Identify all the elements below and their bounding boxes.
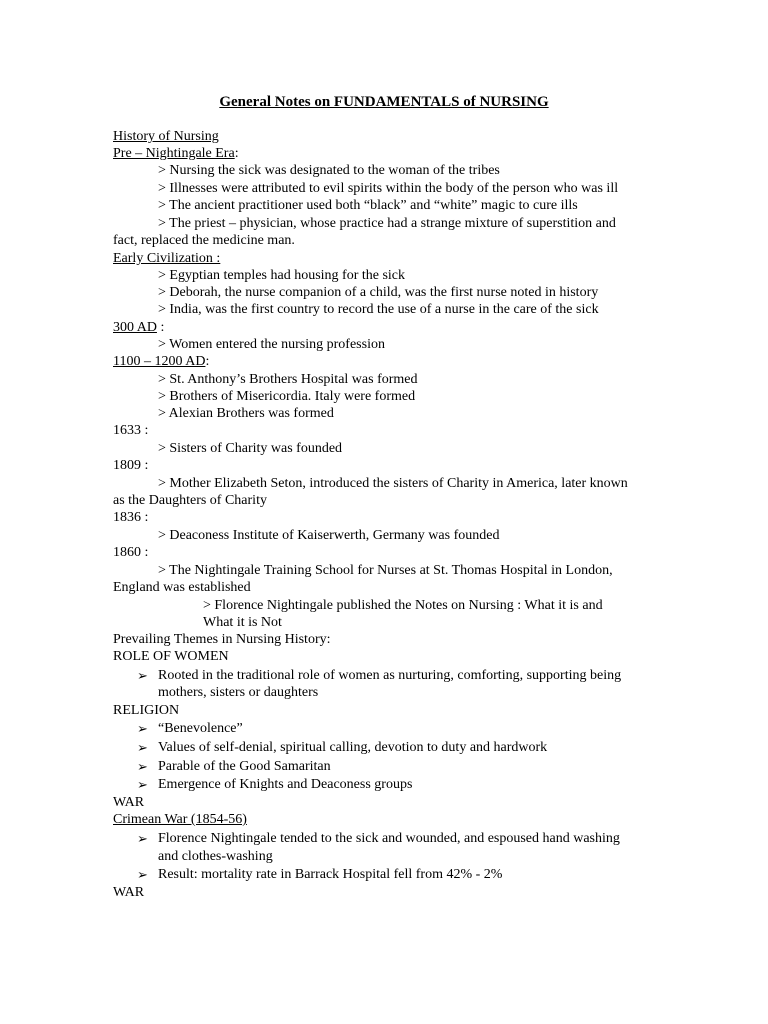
list-item: > St. Anthony’s Brothers Hospital was formed — [158, 372, 418, 387]
bullet-item: “Benevolence” — [158, 721, 243, 736]
arrow-bullet-icon: ➢ — [137, 831, 148, 846]
section-heading-300-ad — [113, 319, 164, 336]
section-heading-religion: RELIGION — [113, 703, 180, 718]
1100-ad-label: 1100 – 1200 AD — [113, 354, 206, 369]
pre-nightingale-label: Pre – Nightingale Era — [113, 146, 235, 161]
page-title: General Notes on FUNDAMENTALS of NURSING — [219, 94, 549, 110]
sub-list-item: > Florence Nightingale published the Notes on Nursing : What it is and — [203, 598, 603, 613]
section-heading-role-of-women: ROLE OF WOMEN — [113, 649, 229, 664]
list-item-continuation: as the Daughters of Charity — [113, 493, 267, 508]
pre-nightingale-suffix: : — [234, 146, 239, 161]
section-heading-history: History of Nursing — [113, 129, 219, 144]
section-heading-early-civilization: Early Civilization : — [113, 251, 221, 266]
section-heading-1100-ad — [113, 353, 209, 370]
list-item: > Mother Elizabeth Seton, introduced the sisters of Charity in America, later known — [158, 476, 628, 491]
list-item: > The ancient practitioner used both “black” and “white” magic to cure ills — [158, 198, 578, 213]
section-heading-war-2: WAR — [113, 885, 145, 900]
arrow-bullet-icon: ➢ — [137, 721, 148, 736]
list-item: > The priest – physician, whose practice had a strange mixture of superstition and — [158, 216, 616, 231]
arrow-bullet-icon: ➢ — [137, 867, 148, 882]
list-item: > Brothers of Misericordia. Italy were formed — [158, 389, 416, 404]
arrow-bullet-icon: ➢ — [137, 759, 148, 774]
list-item-continuation: fact, replaced the medicine man. — [113, 233, 295, 248]
list-item: > Alexian Brothers was formed — [158, 406, 334, 421]
list-item: > Nursing the sick was designated to the woman of the tribes — [158, 163, 500, 178]
list-item: > Deborah, the nurse companion of a child, was the first nurse noted in history — [158, 285, 599, 300]
section-heading-1633: 1633 : — [113, 423, 149, 438]
list-item: > Sisters of Charity was founded — [158, 441, 343, 456]
bullet-item: Florence Nightingale tended to the sick and wounded, and espoused hand washing — [158, 831, 620, 846]
bullet-item-continuation: and clothes-washing — [158, 849, 273, 864]
arrow-bullet-icon: ➢ — [137, 668, 148, 683]
list-item: > India, was the first country to record the use of a nurse in the care of the sick — [158, 302, 599, 317]
300-ad-suffix: : — [156, 320, 165, 335]
list-item: > Illnesses were attributed to evil spirits within the body of the person who was ill — [158, 181, 619, 196]
300-ad-label: 300 AD — [113, 320, 157, 335]
list-item: > Egyptian temples had housing for the sick — [158, 268, 406, 283]
section-heading-war: WAR — [113, 795, 145, 810]
bullet-item: Result: mortality rate in Barrack Hospital fell from 42% - 2% — [158, 867, 503, 882]
bullet-item: Parable of the Good Samaritan — [158, 759, 331, 774]
bullet-item: Rooted in the traditional role of women as nurturing, comforting, supporting being — [158, 668, 622, 683]
section-heading-1809: 1809 : — [113, 458, 149, 473]
section-heading-1836: 1836 : — [113, 510, 149, 525]
list-item: > Deaconess Institute of Kaiserwerth, Germany was founded — [158, 528, 500, 543]
sub-list-item-continuation: What it is Not — [203, 615, 282, 630]
1100-ad-suffix: : — [205, 354, 210, 369]
bullet-item: Values of self-denial, spiritual calling, devotion to duty and hardwork — [158, 740, 548, 755]
list-item: > Women entered the nursing profession — [158, 337, 385, 352]
arrow-bullet-icon: ➢ — [137, 740, 148, 755]
section-heading-pre-nightingale — [113, 145, 239, 162]
bullet-item-continuation: mothers, sisters or daughters — [158, 685, 319, 700]
section-heading-prevailing-themes: Prevailing Themes in Nursing History: — [113, 632, 331, 647]
section-heading-1860: 1860 : — [113, 545, 149, 560]
section-heading-crimean-war: Crimean War (1854-56) — [113, 812, 247, 827]
list-item: > The Nightingale Training School for Nurses at St. Thomas Hospital in London, — [158, 563, 613, 578]
arrow-bullet-icon: ➢ — [137, 777, 148, 792]
list-item-continuation: England was established — [113, 580, 251, 595]
bullet-item: Emergence of Knights and Deaconess groups — [158, 777, 413, 792]
